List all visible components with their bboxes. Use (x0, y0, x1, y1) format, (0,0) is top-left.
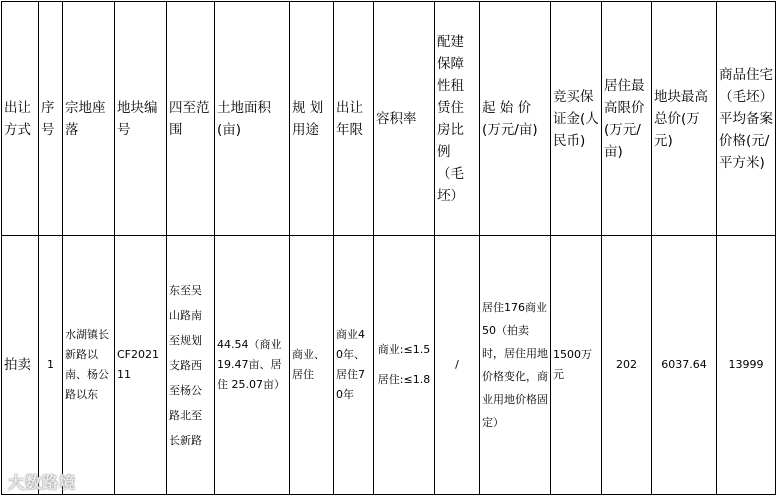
cell-area: 44.54（商业19.47亩、居住 25.07亩） (215, 236, 290, 495)
table-row (2, 236, 776, 495)
header-max-res-price: 居住最高限价(万元/亩) (602, 2, 652, 236)
cell-use: 商业、居住 (290, 236, 334, 495)
cell-plot-id: CF202111 (115, 236, 167, 495)
cell-no: 1 (39, 236, 63, 495)
header-avg-filing-price: 商品住宅（毛坯）平均备案价格(元/平方米) (717, 2, 776, 236)
cell-start-price: 居住176商业50（拍卖时，居住用地价格变化，商业用地价格固定） (480, 236, 551, 495)
header-area: 土地面积(亩) (215, 2, 290, 236)
header-location: 宗地座落 (63, 2, 115, 236)
header-housing-ratio: 配建保障性租赁住房比例（毛坯） (435, 2, 480, 236)
cell-max-total: 6037.64 (652, 236, 717, 495)
header-method: 出让方式 (2, 2, 39, 236)
header-row (2, 2, 776, 236)
header-deposit: 竞买保证金(人民币) (551, 2, 602, 236)
cell-avg-filing-price: 13999 (717, 236, 776, 495)
cell-method: 拍卖 (2, 236, 39, 495)
cell-deposit: 1500万元 (551, 236, 602, 495)
cell-term: 商业40年、居住70年 (334, 236, 374, 495)
cell-max-res-price: 202 (602, 236, 652, 495)
cell-location: 水湖镇长新路以南、杨公路以东 (63, 236, 115, 495)
header-far: 容积率 (374, 2, 435, 236)
watermark: 大数路境 (8, 473, 77, 492)
cell-housing-ratio: / (435, 236, 480, 495)
cell-far: 商业:≤1.5居住:≤1.8 (374, 236, 435, 495)
header-start-price: 起 始 价(万元/亩) (480, 2, 551, 236)
header-max-total: 地块最高总价(万元) (652, 2, 717, 236)
header-plot-id: 地块编号 (115, 2, 167, 236)
cell-boundaries: 东至吴山路南至规划支路西至杨公路北至长新路 (167, 236, 215, 495)
header-no: 序号 (39, 2, 63, 236)
header-term: 出让年限 (334, 2, 374, 236)
header-boundaries: 四至范围 (167, 2, 215, 236)
land-auction-table (1, 1, 776, 495)
header-use: 规 划用途 (290, 2, 334, 236)
